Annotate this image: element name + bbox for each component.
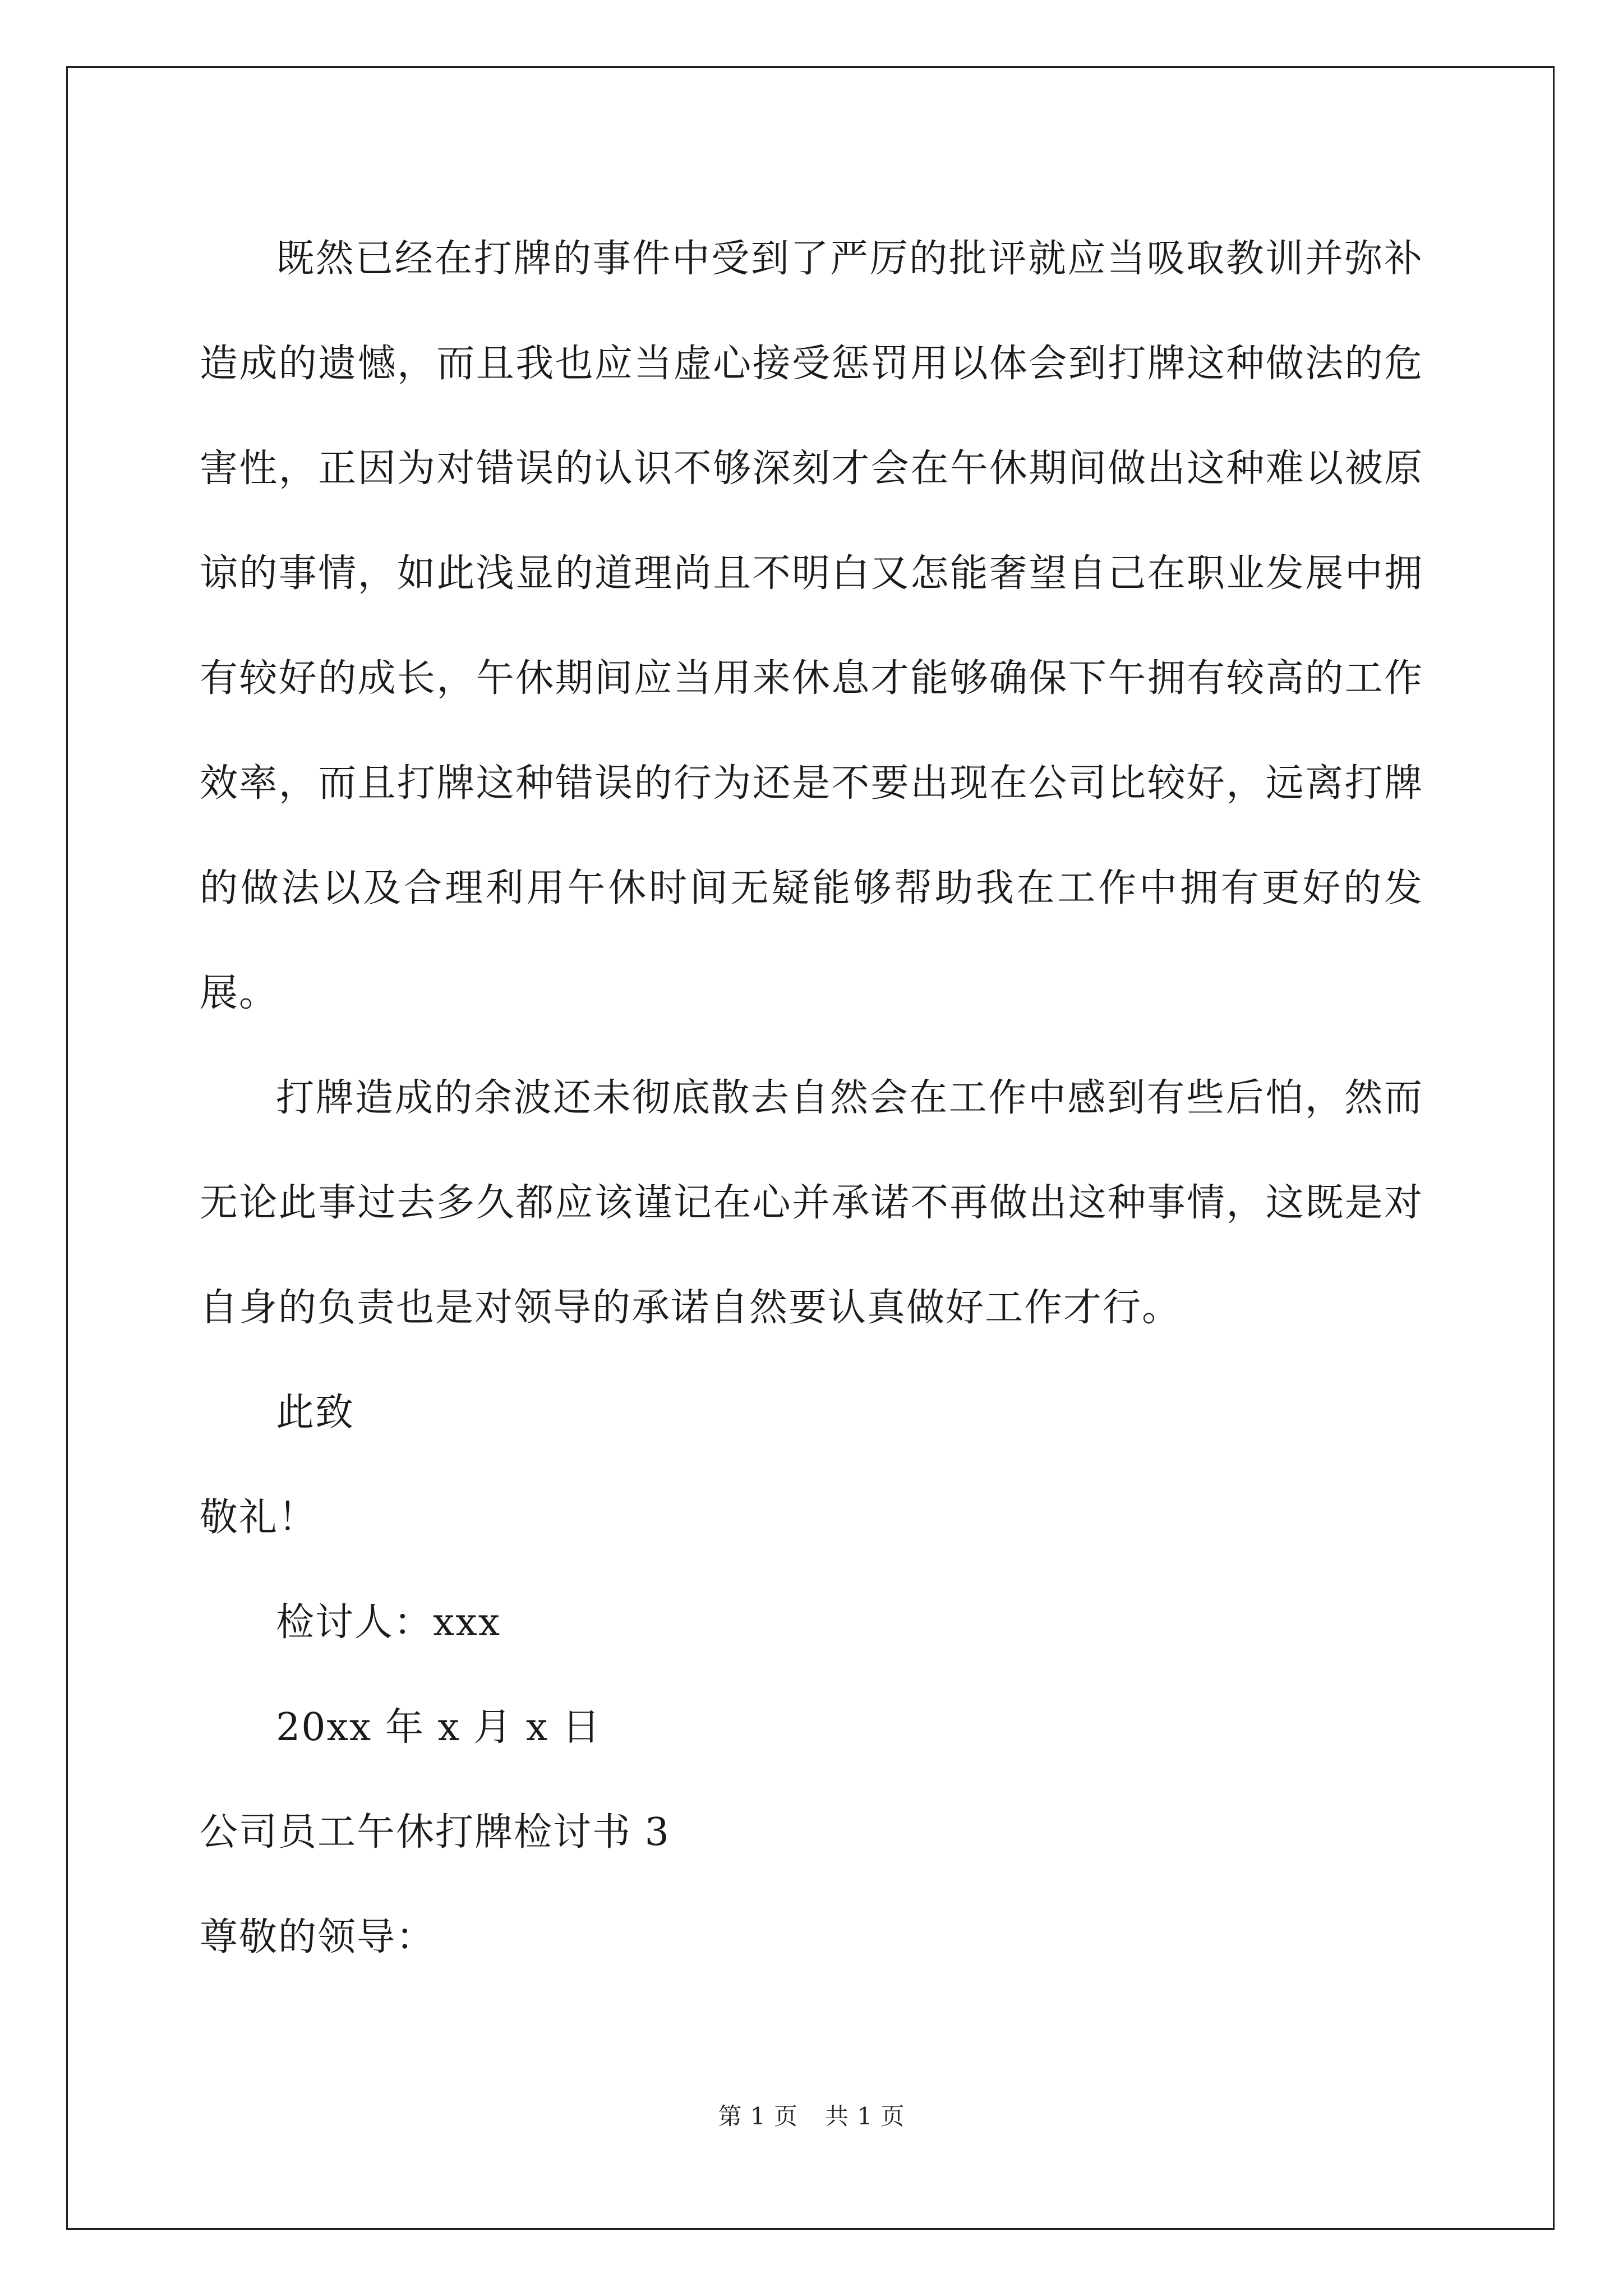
next-document-greeting: 尊敬的领导： [200,1915,436,1959]
page-number: 第 1 页 [718,2102,798,2130]
date: 20xx 年 x 月 x 日 [276,1705,602,1750]
salute: 敬礼！ [200,1496,318,1540]
page-total: 共 1 页 [825,2102,905,2130]
next-document-title: 公司员工午休打牌检讨书 3 [200,1810,670,1855]
paragraph-1: 既然已经在打牌的事件中受到了严厉的批评就应当吸取教训并弥补造成的遗憾，而且我也应当虚心接受惩罚用以体会到打牌这种做法的危害性，正因为对错误的认识不够深刻才会在午休期间做出这种难以被原谅的事情，如此浅显的道理尚且不明白又怎能奢望自己在职业发展中拥有较好的成长，午休期间应当用来休息才能够确保下午拥有较高的工作效率，而且打牌这种错误的行为还是不要出现在公司比较好，远离打牌的做法以及合理利用午休时间无疑能够帮助我在工作中拥有更好的发展。 [200,237,1423,1015]
page-footer [0,2098,1623,2132]
signature: 检讨人：xxx [276,1600,501,1645]
paragraph-2: 打牌造成的余波还未彻底散去自然会在工作中感到有些后怕，然而无论此事过去多久都应该谨记在心并承诺不再做出这种事情，这既是对自身的负责也是对领导的承诺自然要认真做好工作才行。 [200,1076,1423,1330]
document-body [200,206,1423,1990]
closing-phrase: 此致 [276,1391,355,1435]
